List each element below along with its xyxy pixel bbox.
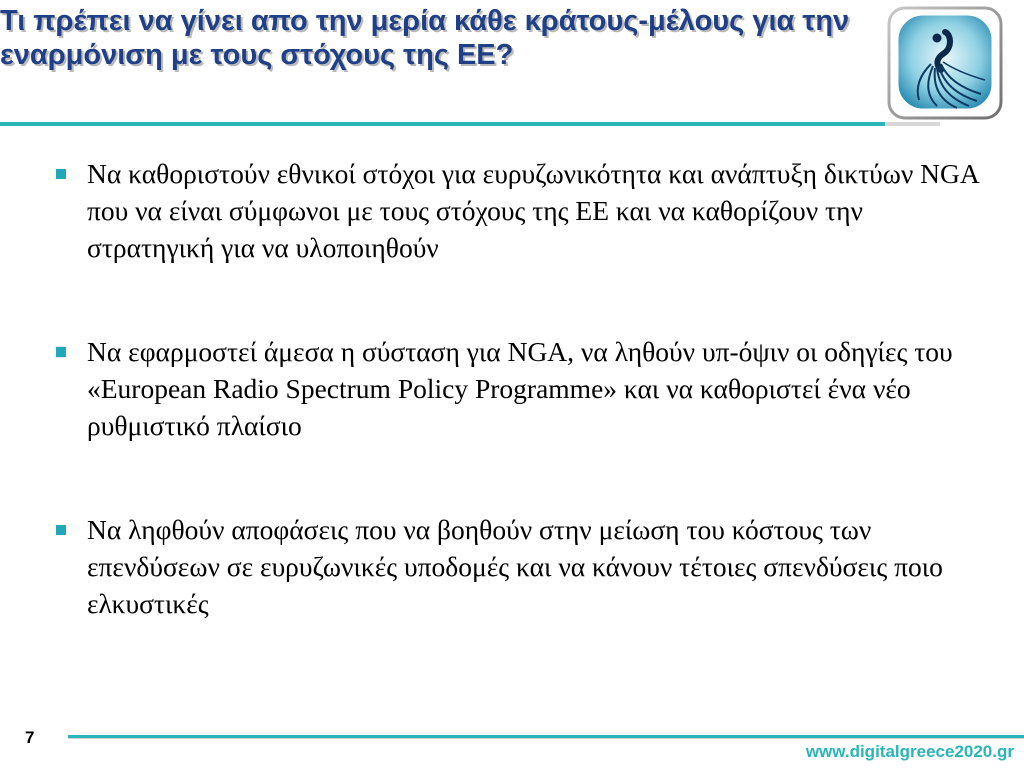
square-bullet-icon bbox=[56, 525, 66, 535]
page-number: 7 bbox=[25, 728, 35, 747]
bullet-text: Να εφαρμοστεί άμεσα η σύσταση για NGA, να ληθούν υπ-όψιν οι οδηγίες του «European Radio Spectrum Policy Programme» και να καθοριστεί ένα νέο ρυθμιστικό πλαίσιο bbox=[87, 336, 953, 441]
bullet-list bbox=[56, 155, 996, 689]
bullet-text: Να καθοριστούν εθνικοί στόχοι για ευρυζωνικότητα και ανάπτυξη δικτύων NGA που να είναι σύμφωνοι με τους στόχους της ΕΕ και να καθορίζουν την στρατηγική για να υλοποιηθούν bbox=[87, 158, 979, 263]
footer-divider-shadow bbox=[68, 738, 1024, 739]
title-divider bbox=[0, 122, 940, 131]
footer-url: www.digitalgreece2020.gr bbox=[805, 742, 1014, 761]
bullet-text: Να ληφθούν αποφάσεις που να βοηθούν στην μείωση του κόστους των επενδύσεων σε ευρυζωνικές υποδομές και να κάνουν τέτοιες σπενδύσεις ποιο ελκυστικές bbox=[87, 514, 943, 619]
square-bullet-icon bbox=[56, 169, 66, 179]
title-divider-shadow bbox=[885, 122, 940, 126]
bullet-item bbox=[56, 333, 996, 444]
bullet-item bbox=[56, 155, 996, 266]
digital-greece-logo-icon bbox=[885, 4, 1007, 124]
title-divider-line bbox=[0, 122, 885, 126]
bullet-item bbox=[56, 511, 996, 622]
slide-title: Τι πρέπει να γίνει απο την μερία κάθε κράτους-μέλους για την εναρμόνιση με τους στόχους της ΕΕ? bbox=[0, 5, 850, 71]
square-bullet-icon bbox=[56, 347, 66, 357]
